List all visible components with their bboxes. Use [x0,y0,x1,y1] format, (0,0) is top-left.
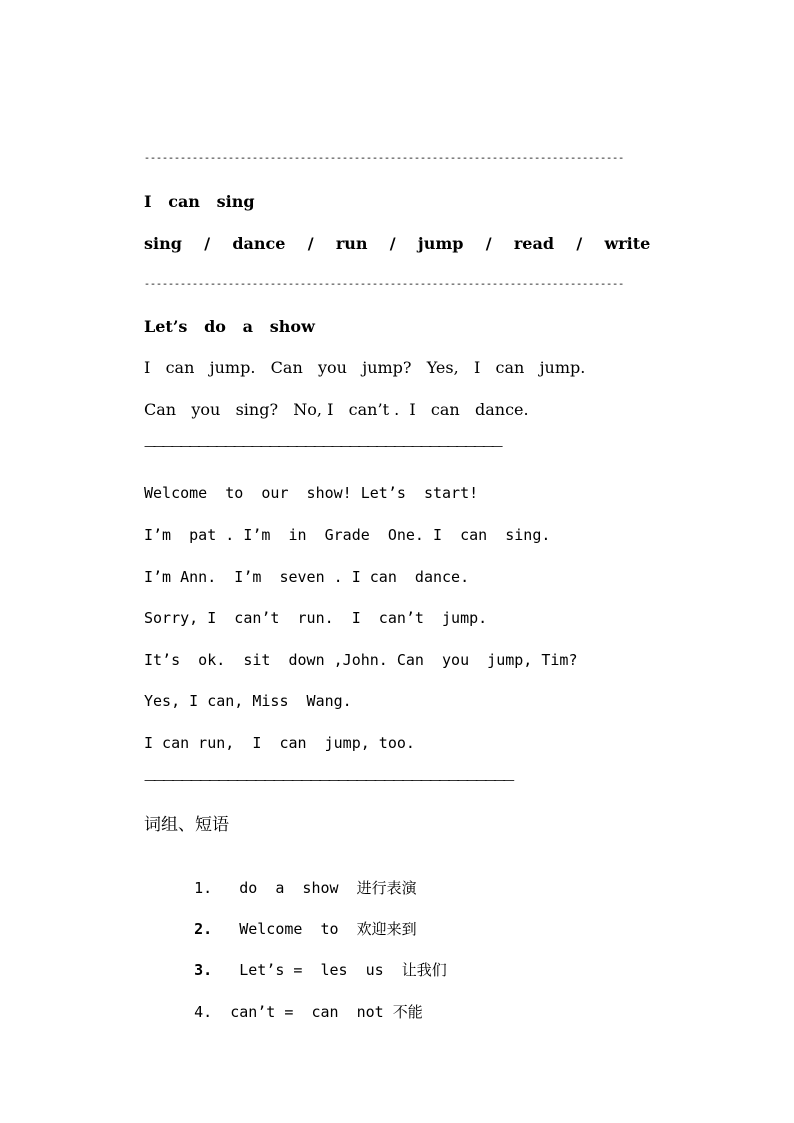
section-title-lets-do-a-show: Let’s do a show [144,317,315,336]
unit-title: I can sing [144,192,255,211]
phrases-heading: 词组、短语 [144,815,229,835]
phrase-number: 2. [194,920,213,938]
dashed-divider-1: -------------------------------------------------------------------------------- [144,154,625,165]
phrase-item-4 [176,982,423,1022]
phrase-text: Welcome to 欢迎来到 [239,920,417,938]
dialogue-line-3: I’m Ann. I’m seven . I can dance. [144,568,470,586]
show-line-1: I can jump. Can you jump? Yes, I can jump. [144,358,586,377]
dialogue-line-1: Welcome to our show! Let’s start! [144,484,479,502]
phrase-number: 1. [194,879,213,897]
show-line-2: Can you sing? No, I can’t . I can dance. [144,400,529,419]
dialogue-line-7: I can run, I can jump, too. [144,734,415,752]
phrase-item-1 [176,858,417,898]
phrase-number: 3. [194,961,213,979]
phrase-item-3 [176,940,447,980]
phrase-number: 4. [194,1003,213,1021]
phrase-item-2 [176,899,417,939]
solid-divider-1: ———————————————————————————————————————— [144,439,501,453]
phrase-text: can’t = can not 不能 [230,1003,423,1021]
vocabulary-words: sing / dance / run / jump / read / write [144,234,651,253]
phrase-text: Let’s = les us 让我们 [239,961,447,979]
phrase-text: do a show 进行表演 [239,879,417,897]
dialogue-line-6: Yes, I can, Miss Wang. [144,692,352,710]
dialogue-line-2: I’m pat . I’m in Grade One. I can sing. [144,526,551,544]
dialogue-line-5: It’s ok. sit down ,John. Can you jump, Tim? [144,651,578,669]
dialogue-line-4: Sorry, I can’t run. I can’t jump. [144,609,488,627]
dashed-divider-2: -------------------------------------------------------------------------------- [144,280,625,291]
solid-divider-2: ———————————————————————————————————————— [144,773,513,787]
